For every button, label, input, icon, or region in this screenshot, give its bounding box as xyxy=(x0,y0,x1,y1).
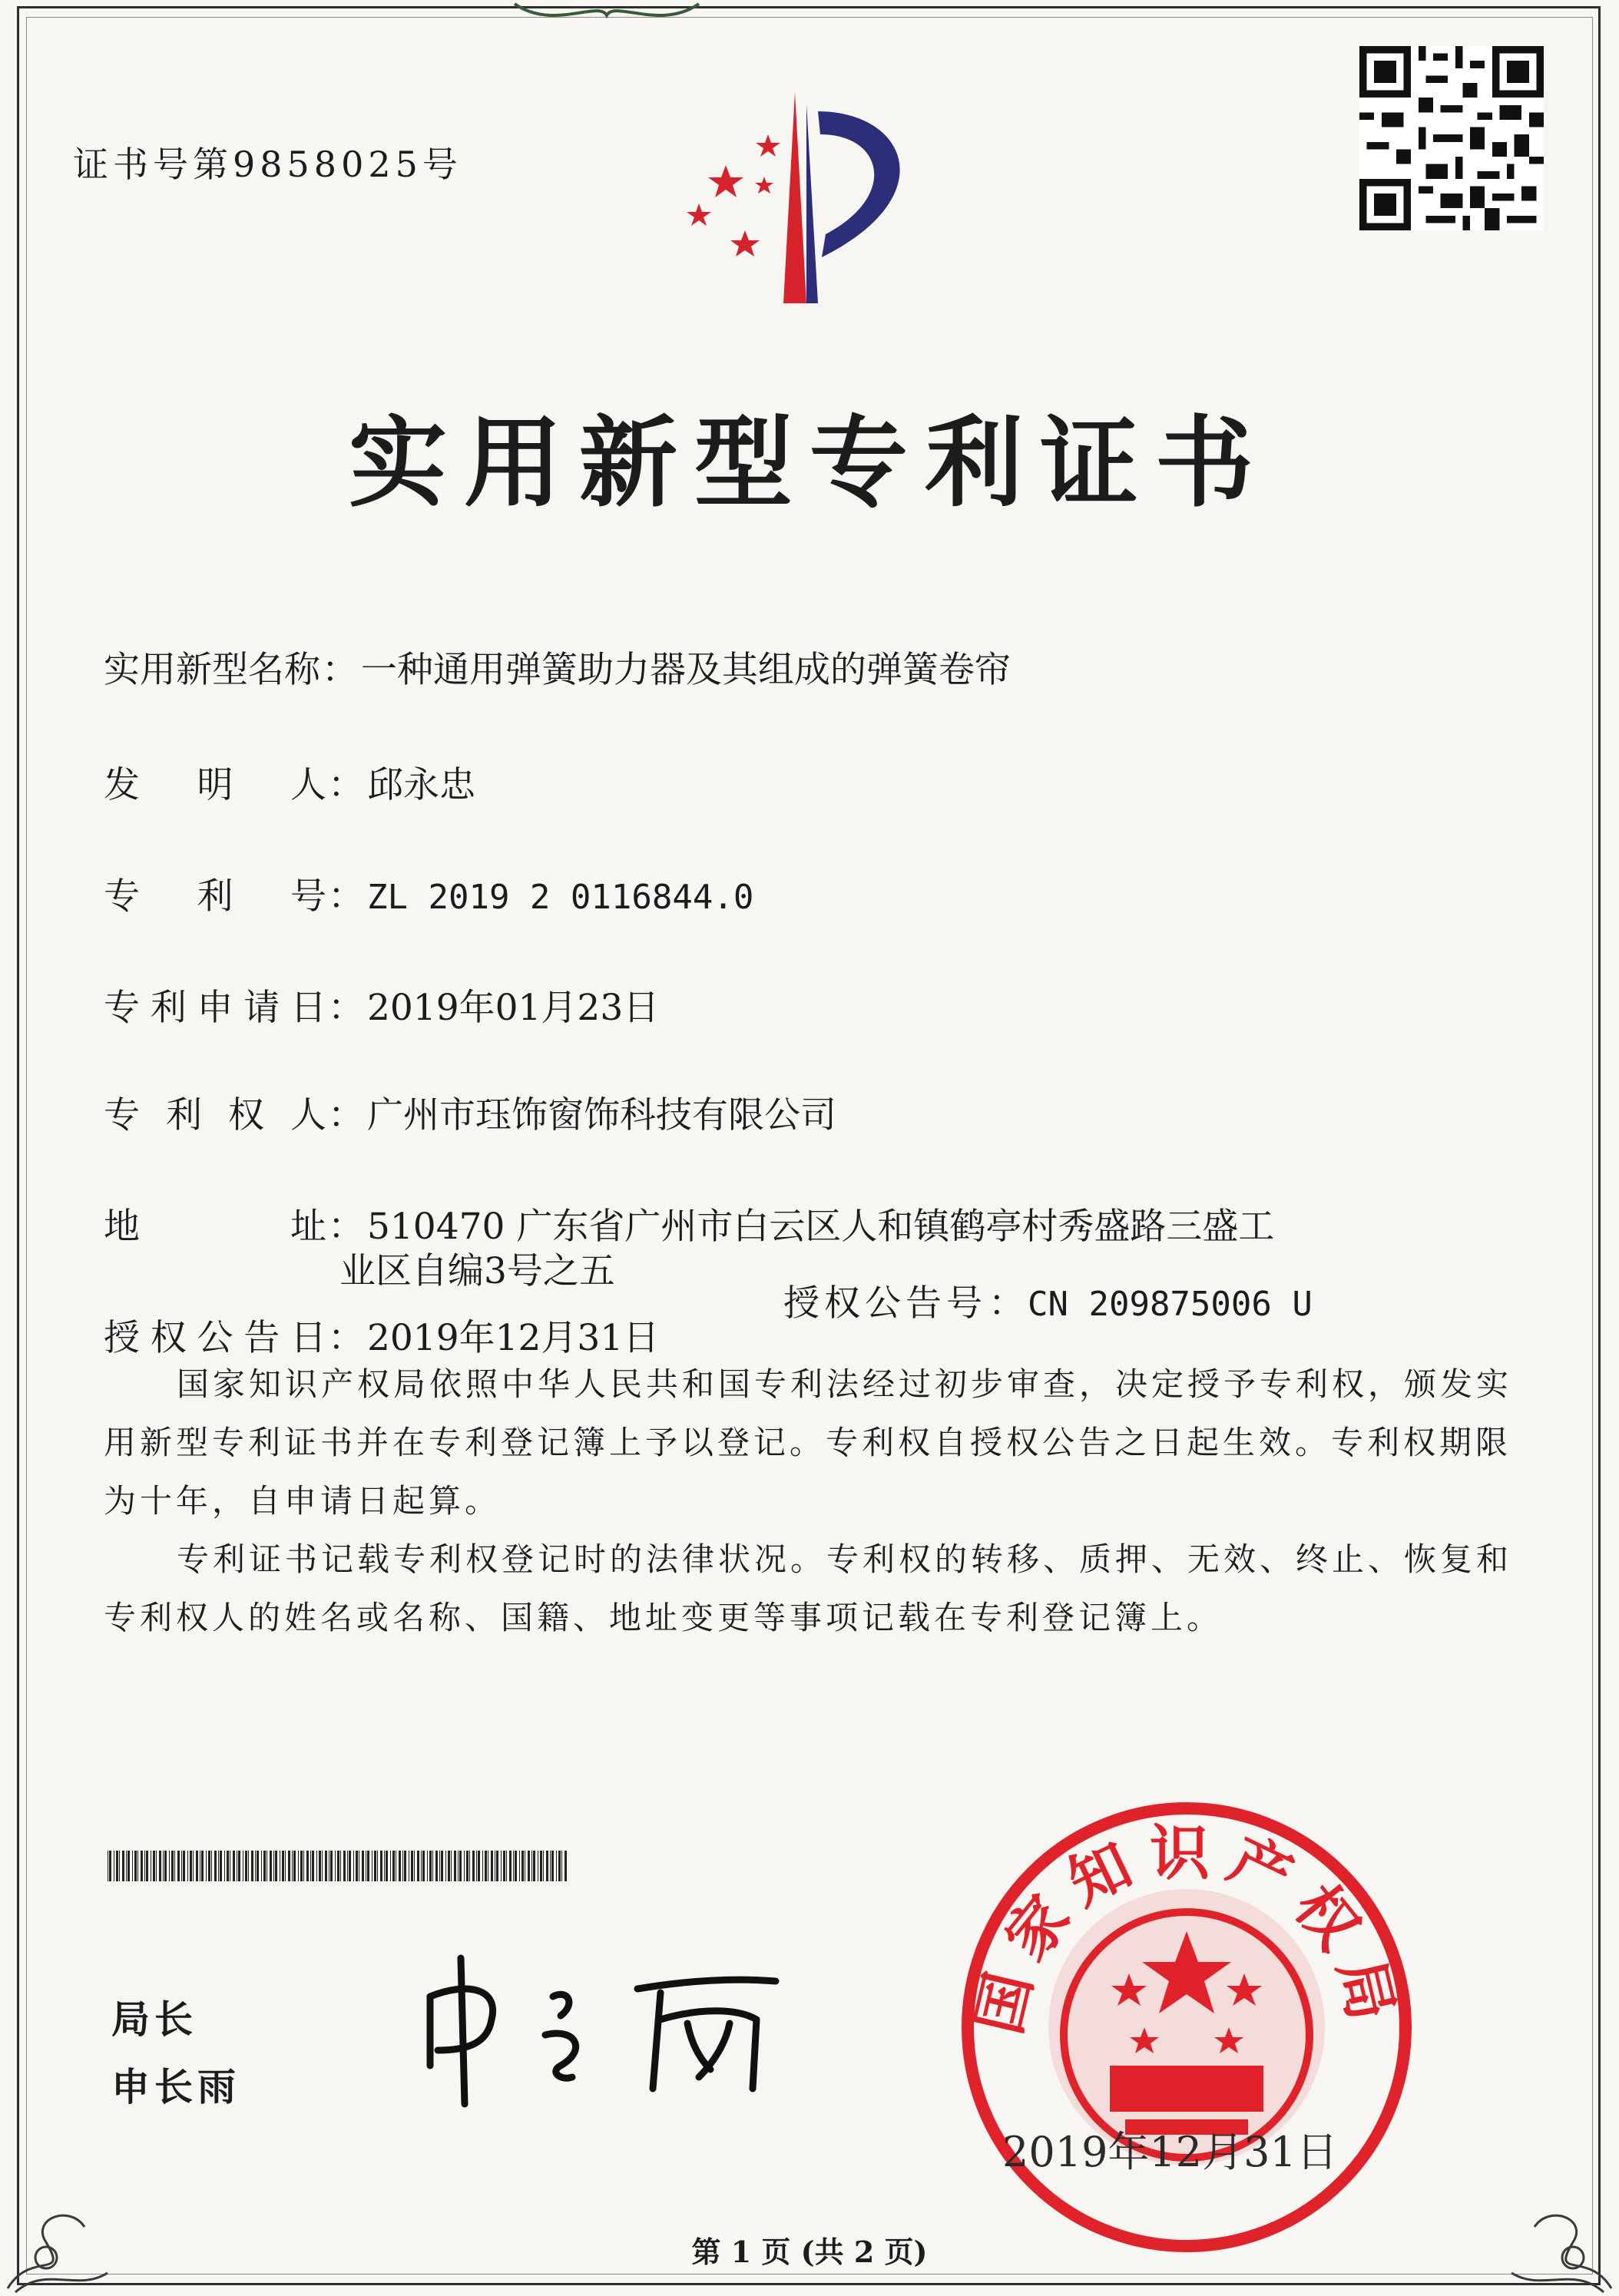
field-label: 专利申请日 xyxy=(104,987,326,1029)
colon: ： xyxy=(328,1206,364,1248)
field-label: 授权公告号 xyxy=(783,1282,987,1325)
field-label: 实用新型名称 xyxy=(104,649,320,691)
certificate-number: 证书号第9858025号 xyxy=(73,144,462,185)
seal-date: 2019年12月31日 xyxy=(1002,2128,1338,2176)
barcode-icon xyxy=(108,1851,568,1881)
utility-model-name: 一种通用弹簧助力器及其组成的弹簧卷帘 xyxy=(361,649,1011,691)
field-grant-date xyxy=(104,1309,659,1361)
seal-text: 国家知识产权局 xyxy=(964,1819,1409,2041)
field-utility-model-name xyxy=(104,641,1011,693)
field-label: 专 利 号 xyxy=(104,875,326,918)
patentee-name: 广州市珏饰窗饰科技有限公司 xyxy=(367,1094,836,1136)
cnipa-logo-icon xyxy=(653,81,945,311)
top-ornament-icon xyxy=(507,0,707,31)
page-number: 第 1 页 (共 2 页) xyxy=(691,2235,928,2269)
field-patent-number xyxy=(104,868,753,919)
colon: ： xyxy=(328,987,364,1029)
colon: ： xyxy=(328,875,364,918)
official-seal-icon xyxy=(956,1797,1417,2258)
body-text xyxy=(104,1355,1517,1647)
grant-number: CN 209875006 U xyxy=(1028,1285,1313,1324)
director-name: 申长雨 xyxy=(111,2065,240,2109)
director-signature-icon xyxy=(407,1935,806,2119)
qr-code-icon xyxy=(1359,46,1544,230)
field-label: 发 明 人 xyxy=(104,764,326,806)
grant-date: 2019年12月31日 xyxy=(367,1317,660,1359)
field-label: 专 利 权 人 xyxy=(104,1094,326,1136)
director-title: 局长 xyxy=(111,1997,197,2042)
field-filing-date xyxy=(104,979,659,1031)
field-grant-number xyxy=(783,1275,1313,1326)
inventor-name: 邱永忠 xyxy=(367,764,475,806)
address-line-1: 510470 广东省广州市白云区人和镇鹤亭村秀盛路三盛工 xyxy=(367,1206,1275,1248)
field-address xyxy=(104,1198,1274,1249)
field-label: 地 址 xyxy=(104,1206,326,1248)
field-inventor xyxy=(104,756,475,808)
body-paragraph-2: 专利证书记载专利权登记时的法律状况。专利权的转移、质押、无效、终止、恢复和专利权人的姓名或名称、国籍、地址变更等事项记载在专利登记簿上。 xyxy=(104,1540,1513,1636)
patent-number: ZL 2019 2 0116844.0 xyxy=(367,878,754,917)
colon: ： xyxy=(322,649,358,691)
filing-date: 2019年01月23日 xyxy=(367,987,660,1029)
colon: ： xyxy=(328,764,364,806)
field-label: 授权公告日 xyxy=(104,1317,326,1359)
field-patentee xyxy=(104,1087,836,1138)
address-line-2: 业区自编3号之五 xyxy=(339,1250,615,1292)
certificate-title: 实用新型专利证书 xyxy=(348,406,1270,521)
colon: ： xyxy=(328,1317,364,1359)
body-paragraph-1: 国家知识产权局依照中华人民共和国专利法经过初步审查，决定授予专利权，颁发实用新型专利证书并在专利登记簿上予以登记。专利权自授权公告之日起生效。专利权期限为十年，自申请日起算。 xyxy=(104,1365,1513,1520)
colon: ： xyxy=(328,1094,364,1136)
colon: ： xyxy=(988,1282,1025,1325)
